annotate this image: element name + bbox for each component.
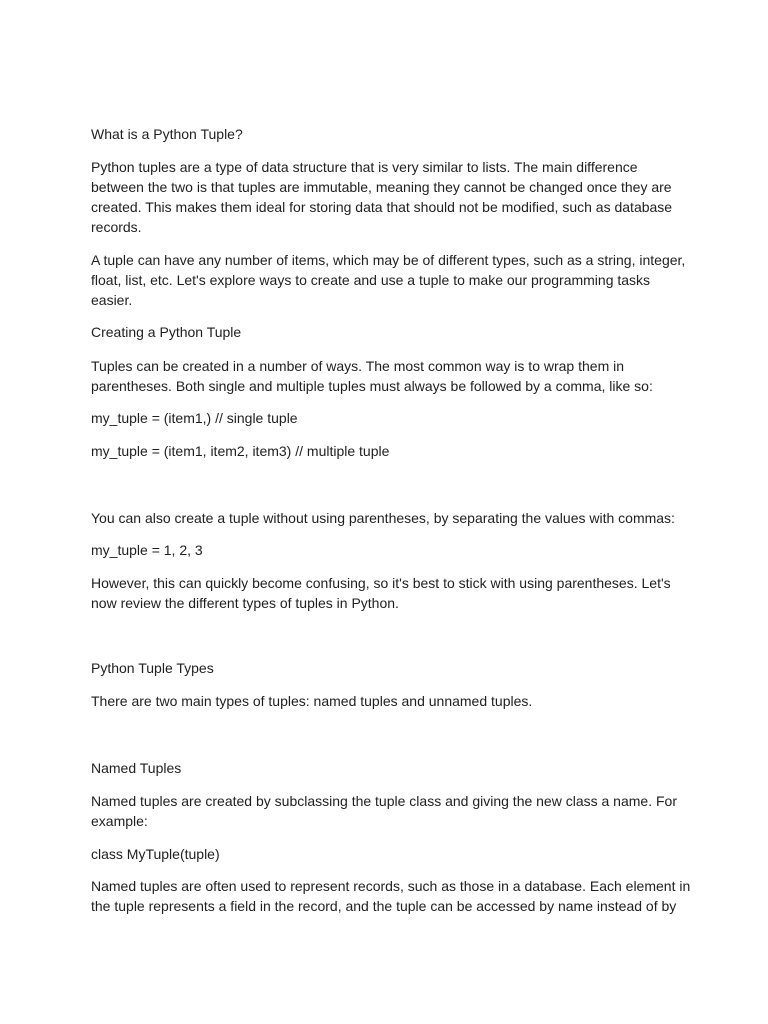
named-paragraph-1-line-1: Named tuples are created by subclassing the tuple class and giving the new class a name. For — [91, 793, 677, 809]
named-paragraph-2-line-1: Named tuples are often used to represent records, such as those in a database. Each element in — [91, 878, 691, 894]
intro-paragraph-2-line-3: easier. — [91, 292, 133, 308]
heading-what-is-python-tuple: What is a Python Tuple? — [91, 126, 243, 142]
code-multiple-tuple: my_tuple = (item1, item2, item3) // multiple tuple — [91, 443, 390, 459]
intro-paragraph-1-line-2: between the two is that tuples are immutable, meaning they cannot be changed once they are — [91, 179, 672, 195]
creating-paragraph-line-1: Tuples can be created in a number of ways. The most common way is to wrap them in — [91, 358, 625, 374]
types-paragraph: There are two main types of tuples: named tuples and unnamed tuples. — [91, 693, 533, 709]
intro-paragraph-2-line-2: float, list, etc. Let's explore ways to create and use a tuple to make our programming tasks — [91, 272, 651, 288]
named-paragraph-1-line-2: example: — [91, 813, 148, 829]
named-paragraph-2-line-2: the tuple represents a field in the record, and the tuple can be accessed by name instead of by — [91, 898, 677, 914]
no-parentheses-paragraph: You can also create a tuple without using parentheses, by separating the values with commas: — [91, 510, 675, 526]
heading-creating-python-tuple: Creating a Python Tuple — [91, 324, 242, 340]
intro-paragraph-1-line-1: Python tuples are a type of data structure that is very similar to lists. The main difference — [91, 159, 638, 175]
intro-paragraph-1-line-3: created. This makes them ideal for storing data that should not be modified, such as database — [91, 199, 673, 215]
intro-paragraph-2-line-1: A tuple can have any number of items, which may be of different types, such as a string, integer, — [91, 252, 686, 268]
intro-paragraph-1-line-4: records. — [91, 219, 142, 235]
code-single-tuple: my_tuple = (item1,) // single tuple — [91, 410, 298, 426]
however-paragraph-line-1: However, this can quickly become confusing, so it's best to stick with using parentheses. Let's — [91, 575, 671, 591]
heading-python-tuple-types: Python Tuple Types — [91, 660, 214, 676]
heading-named-tuples: Named Tuples — [91, 760, 182, 776]
creating-paragraph-line-2: parentheses. Both single and multiple tuples must always be followed by a comma, like so: — [91, 378, 653, 394]
code-no-parentheses: my_tuple = 1, 2, 3 — [91, 542, 203, 558]
code-class-mytuple: class MyTuple(tuple) — [91, 846, 220, 862]
however-paragraph-line-2: now review the different types of tuples in Python. — [91, 595, 399, 611]
